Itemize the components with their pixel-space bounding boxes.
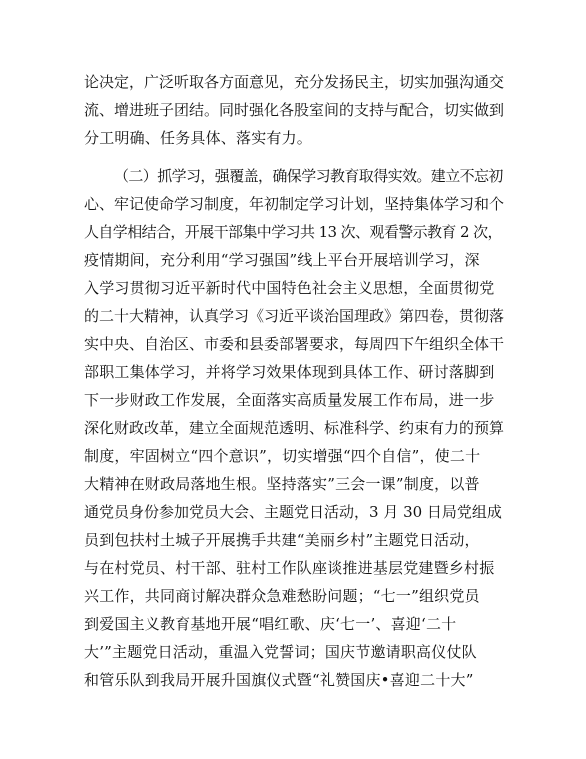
- text-line: 实中央、自治区、市委和县委部署要求，每周四下午组织全体干: [84, 335, 505, 353]
- text-line: 大’”主题党日活动，重温入党誓词；国庆节邀请职高仪仗队: [84, 643, 477, 661]
- text-line: 深化财政改革，建立全面规范透明、标准科学、约束有力的预算: [84, 419, 505, 437]
- text-line: 人自学相结合，开展干部集中学习共 13 次、观看警示教育 2 次，: [84, 223, 502, 241]
- text-line: 与在村党员、村干部、驻村工作队座谈推进基层党建暨乡村振: [84, 559, 495, 577]
- text-line: 流、增进班子团结。同时强化各股室间的支持与配合，切实做到: [84, 101, 505, 119]
- text-line: 和管乐队到我局开展升国旗仪式暨“礼赞国庆•喜迎二十大”: [84, 671, 474, 689]
- text-line: 心、牢记使命学习制度，年初制定学习计划，坚持集体学习和个: [84, 195, 505, 213]
- paragraph-1: [84, 68, 504, 152]
- text-line: 部职工集体学习，并将学习效果体现到具体工作、研讨落脚到: [84, 363, 495, 381]
- text-line: 入学习贯彻习近平新时代中国特色社会主义思想，全面贯彻党: [84, 279, 495, 297]
- text-line: 的二十大精神，认真学习《习近平谈治国理政》第四卷，贯彻落: [84, 307, 505, 325]
- text-line: 制度，牢固树立“四个意识”，切实增强“四个自信”，使二十: [84, 447, 481, 465]
- body-text: [84, 68, 504, 694]
- paragraph-gap: [84, 152, 504, 162]
- text-line: 分工明确、任务具体、落实有力。: [84, 129, 313, 147]
- text-line: 疫情期间，充分利用“学习强国”线上平台开展培训学习，深: [84, 251, 480, 269]
- text-line: 通党员身份参加党员大会、主题党日活动，3 月 30 日局党组成: [84, 503, 502, 521]
- text-line: （二）抓学习，强覆盖，确保学习教育取得实效。建立不忘初: [114, 167, 503, 185]
- text-line: 兴工作，共同商讨解决群众急难愁盼问题；“七一”组织党员: [84, 587, 480, 605]
- text-line: 员到包扶村土城子开展携手共建“美丽乡村”主题党日活动，: [84, 531, 480, 549]
- text-line: 论决定，广泛听取各方面意见，充分发扬民主，切实加强沟通交: [84, 73, 505, 91]
- text-line: 到爱国主义教育基地开展“唱红歌、庆‘七一’、喜迎‘二十: [84, 615, 457, 633]
- text-line: 下一步财政工作发展，全面落实高质量发展工作布局，进一步: [84, 391, 495, 409]
- text-line: 大精神在财政局落地生根。坚持落实”三会一课”制度，以普: [84, 475, 480, 493]
- paragraph-2: [84, 162, 504, 694]
